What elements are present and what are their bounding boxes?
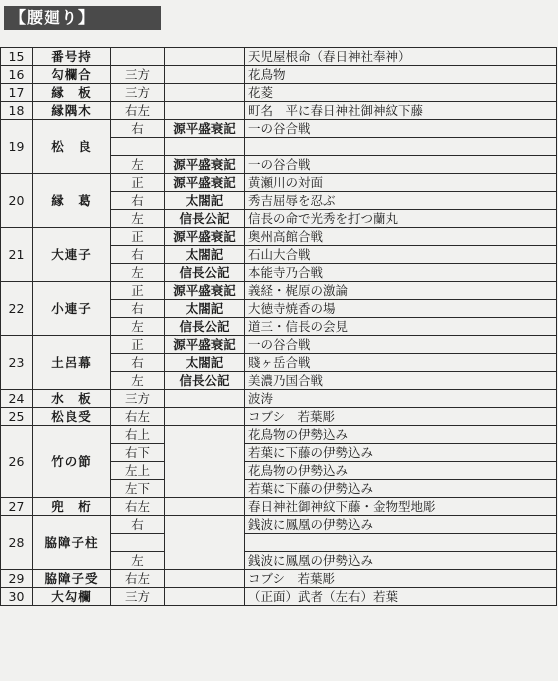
description-cell: 花鳥物の伊勢込み [245,462,557,480]
row-number: 16 [1,66,33,84]
source-cell: 太閤記 [165,354,245,372]
table-row [1,66,557,84]
description-cell: 花鳥物の伊勢込み [245,426,557,444]
table-row [1,282,557,300]
description-cell: 若葉に下藤の伊勢込み [245,480,557,498]
row-number: 30 [1,588,33,606]
row-number: 28 [1,516,33,570]
source-cell: 太閤記 [165,246,245,264]
description-cell: 町名 平に春日神社御神紋下藤 [245,102,557,120]
row-number: 21 [1,228,33,282]
table-row [1,48,557,66]
position-cell: 三方 [111,588,165,606]
table-row [1,426,557,444]
source-cell [165,426,245,498]
description-cell: 天児屋根命（春日神社奉神） [245,48,557,66]
position-cell: 右下 [111,444,165,462]
description-cell: 義経・梶原の激論 [245,282,557,300]
description-cell: 春日神社御神紋下藤・金物型地彫 [245,498,557,516]
source-cell [165,498,245,516]
position-cell: 左 [111,264,165,282]
position-cell: 右上 [111,426,165,444]
position-cell: 右左 [111,102,165,120]
description-cell: 一の谷合戦 [245,336,557,354]
part-name: 松 良 [33,120,111,174]
table-row [1,336,557,354]
table-row [1,498,557,516]
part-name: 松良受 [33,408,111,426]
part-name: 土呂幕 [33,336,111,390]
position-cell: 三方 [111,66,165,84]
description-cell: 黄瀬川の対面 [245,174,557,192]
table-row [1,228,557,246]
description-cell: 一の谷合戦 [245,156,557,174]
source-cell: 源平盛衰記 [165,228,245,246]
description-cell: 本能寺乃合戦 [245,264,557,282]
description-cell: 石山大合戦 [245,246,557,264]
position-cell: 右 [111,192,165,210]
row-number: 24 [1,390,33,408]
row-number: 17 [1,84,33,102]
position-cell: 右 [111,354,165,372]
position-cell: 三方 [111,390,165,408]
source-cell [165,408,245,426]
description-cell: 奥州高館合戦 [245,228,557,246]
part-name: 番号持 [33,48,111,66]
position-cell [111,534,165,552]
table-row [1,588,557,606]
description-cell: 秀吉屈辱を忍ぶ [245,192,557,210]
row-number: 19 [1,120,33,174]
part-name: 縁隅木 [33,102,111,120]
source-cell: 信長公記 [165,318,245,336]
row-number: 15 [1,48,33,66]
source-cell [165,588,245,606]
description-cell [245,138,557,156]
row-number: 25 [1,408,33,426]
source-cell [165,570,245,588]
source-cell: 源平盛衰記 [165,120,245,138]
position-cell: 右左 [111,408,165,426]
row-number: 27 [1,498,33,516]
description-cell: 銭波に鳳凰の伊勢込み [245,552,557,570]
position-cell: 右 [111,246,165,264]
position-cell [111,48,165,66]
position-cell: 正 [111,174,165,192]
position-cell: 正 [111,336,165,354]
part-name: 縁 葛 [33,174,111,228]
description-cell: コブシ 若葉彫 [245,408,557,426]
source-cell: 源平盛衰記 [165,174,245,192]
position-cell: 左 [111,318,165,336]
description-cell: 道三・信長の会見 [245,318,557,336]
description-cell: 信長の命で光秀を打つ蘭丸 [245,210,557,228]
position-cell [111,138,165,156]
source-cell: 源平盛衰記 [165,336,245,354]
table-row [1,102,557,120]
part-name: 脇障子受 [33,570,111,588]
position-cell: 正 [111,282,165,300]
table-row [1,516,557,534]
source-cell: 太閤記 [165,192,245,210]
source-cell [165,516,245,570]
description-cell: 一の谷合戦 [245,120,557,138]
description-cell: 賤ヶ岳合戦 [245,354,557,372]
table-row [1,390,557,408]
description-cell: 花鳥物 [245,66,557,84]
part-name: 大勾欄 [33,588,111,606]
description-cell: 波涛 [245,390,557,408]
source-cell: 信長公記 [165,372,245,390]
description-cell: 美濃乃国合戦 [245,372,557,390]
part-name: 脇障子柱 [33,516,111,570]
description-cell: 大徳寺焼香の場 [245,300,557,318]
description-cell: 銭波に鳳凰の伊勢込み [245,516,557,534]
position-cell: 左 [111,552,165,570]
source-cell [165,138,245,156]
table-row [1,120,557,138]
section-title: 【腰廻り】 [4,6,161,30]
position-cell: 左 [111,210,165,228]
position-cell: 右 [111,120,165,138]
description-cell: 若葉に下藤の伊勢込み [245,444,557,462]
part-name: 水 板 [33,390,111,408]
table-row [1,84,557,102]
source-cell: 信長公記 [165,210,245,228]
position-cell: 左 [111,156,165,174]
description-cell [245,534,557,552]
row-number: 26 [1,426,33,498]
source-cell: 信長公記 [165,264,245,282]
part-name: 竹の節 [33,426,111,498]
source-cell: 源平盛衰記 [165,282,245,300]
position-cell: 右左 [111,498,165,516]
position-cell: 右 [111,300,165,318]
part-name: 勾欄合 [33,66,111,84]
description-cell: コブシ 若葉彫 [245,570,557,588]
row-number: 23 [1,336,33,390]
row-number: 22 [1,282,33,336]
part-name: 兜 桁 [33,498,111,516]
row-number: 20 [1,174,33,228]
table-row [1,570,557,588]
description-cell: 花菱 [245,84,557,102]
position-cell: 正 [111,228,165,246]
table-row [1,408,557,426]
part-name: 大連子 [33,228,111,282]
description-cell: （正面）武者（左右）若葉 [245,588,557,606]
position-cell: 左 [111,372,165,390]
position-cell: 左上 [111,462,165,480]
table-row [1,174,557,192]
position-cell: 三方 [111,84,165,102]
source-cell: 太閤記 [165,300,245,318]
position-cell: 左下 [111,480,165,498]
part-name: 小連子 [33,282,111,336]
source-cell [165,48,245,66]
position-cell: 右左 [111,570,165,588]
source-cell: 源平盛衰記 [165,156,245,174]
source-cell [165,390,245,408]
row-number: 18 [1,102,33,120]
position-cell: 右 [111,516,165,534]
row-number: 29 [1,570,33,588]
source-cell [165,84,245,102]
source-cell [165,66,245,84]
source-cell [165,102,245,120]
carving-table [0,47,557,606]
part-name: 縁 板 [33,84,111,102]
